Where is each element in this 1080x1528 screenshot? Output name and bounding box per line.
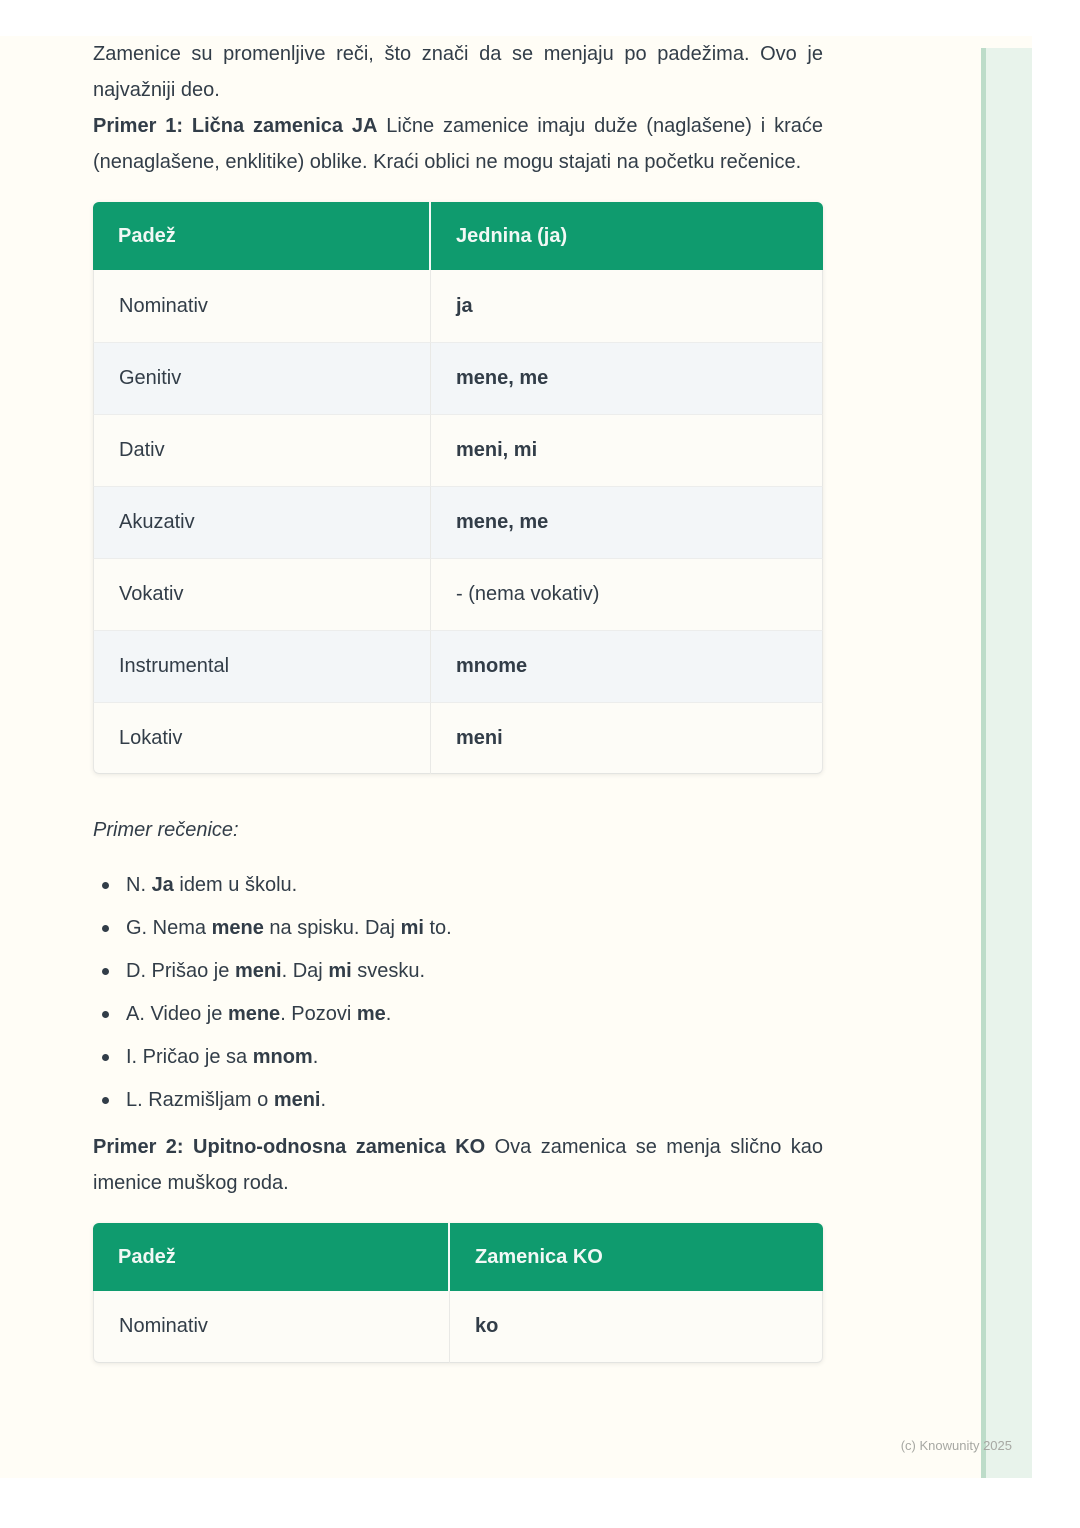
header-cell-case: Padež: [93, 202, 431, 270]
table-row: [93, 270, 823, 342]
list-item: L. Razmišljam o meni.: [93, 1086, 823, 1114]
copyright-notice: (c) Knowunity 2025: [900, 1438, 1012, 1453]
case-cell: Dativ: [93, 414, 431, 486]
examples-heading: Primer rečenice:: [93, 819, 239, 841]
list-item: N. Ja idem u školu.: [93, 871, 823, 899]
table-row: [93, 702, 823, 774]
header-cell-form: Zamenica KO: [450, 1223, 823, 1291]
document-page: [0, 36, 1032, 1478]
case-cell: Akuzativ: [93, 486, 431, 558]
form-cell: mene, me: [431, 486, 823, 558]
table-row: [93, 486, 823, 558]
pronoun-table-ja: [93, 202, 823, 774]
page-content: [93, 36, 823, 1363]
pronoun-table-ko: [93, 1223, 823, 1363]
table-row: [93, 558, 823, 630]
list-item: G. Nema mene na spisku. Daj mi to.: [93, 914, 823, 942]
form-cell: meni: [431, 702, 823, 774]
table-header-row: [93, 1223, 823, 1291]
primer-1-paragraph: Primer 1: Lična zamenica JA Lične zamenice imaju duže (naglašene) i kraće (nenaglašene, enklitike) oblike. Kraći oblici ne mogu stajati na početku rečenice.: [93, 115, 823, 173]
table-header-row: [93, 202, 823, 270]
primer-2-paragraph: Primer 2: Upitno-odnosna zamenica KO Ova zamenica se menja slično kao imenice muškog roda.: [93, 1136, 823, 1194]
list-item: I. Pričao je sa mnom.: [93, 1043, 823, 1071]
table-row: [93, 414, 823, 486]
case-cell: Instrumental: [93, 630, 431, 702]
table-row: [93, 342, 823, 414]
table-row: [93, 1291, 823, 1363]
form-cell: - (nema vokativ): [431, 558, 823, 630]
header-cell-form: Jednina (ja): [431, 202, 823, 270]
case-cell: Vokativ: [93, 558, 431, 630]
list-item: A. Video je mene. Pozovi me.: [93, 1000, 823, 1028]
example-list: [93, 871, 823, 1114]
case-cell: Nominativ: [93, 270, 431, 342]
form-cell: ko: [450, 1291, 823, 1363]
case-cell: Nominativ: [93, 1291, 450, 1363]
form-cell: meni, mi: [431, 414, 823, 486]
intro-paragraph: Zamenice su promenljive reči, što znači da se menjaju po padežima. Ovo je najvažniji deo.: [93, 43, 823, 101]
table-row: [93, 630, 823, 702]
decorative-green-stripe: [981, 48, 1032, 1478]
form-cell: ja: [431, 270, 823, 342]
case-cell: Genitiv: [93, 342, 431, 414]
list-item: D. Prišao je meni. Daj mi svesku.: [93, 957, 823, 985]
form-cell: mnome: [431, 630, 823, 702]
form-cell: mene, me: [431, 342, 823, 414]
case-cell: Lokativ: [93, 702, 431, 774]
header-cell-case: Padež: [93, 1223, 450, 1291]
